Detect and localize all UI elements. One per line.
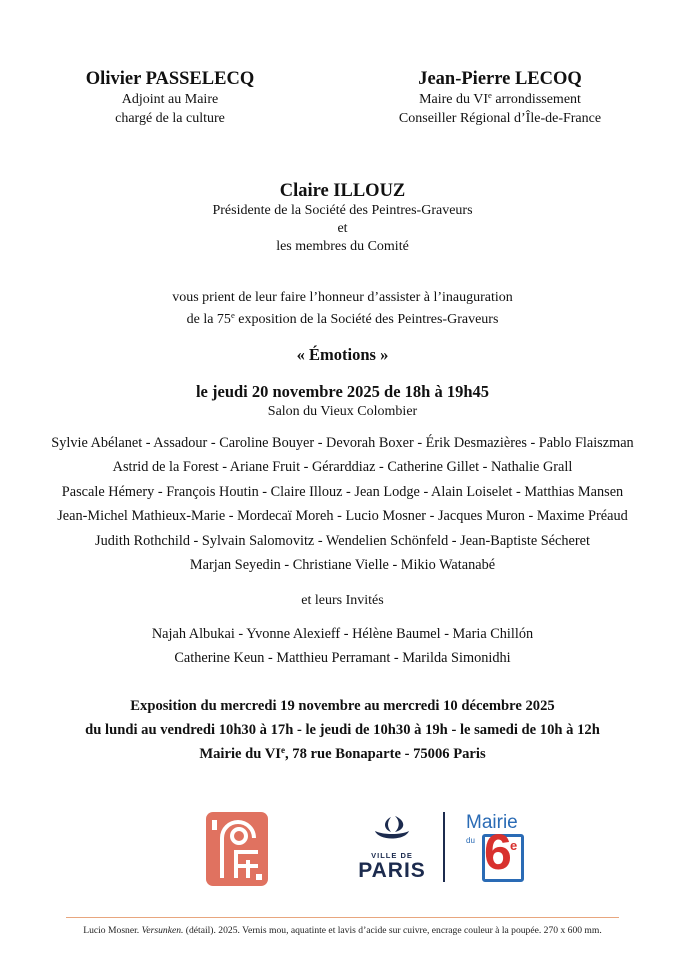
mairie-sup: e: [510, 838, 518, 853]
exhibition-hours: du lundi au vendredi 10h30 à 17h - le jeudi de 10h30 à 19h - le samedi de 10h à 12h: [85, 722, 600, 738]
host-left-role1: Adjoint au Maire: [121, 92, 219, 107]
guests-line: Catherine Keun - Matthieu Perramant - Marilda Simonidhi: [174, 650, 511, 667]
committee-members: les membres du Comité: [276, 239, 409, 254]
image-caption: Lucio Mosner. Versunken. (détail). 2025. Vernis mou, aquatinte et lavis d’acide sur cuivre, encrage couleur à la poupée. 270 x 600 mm.: [83, 925, 602, 936]
guests-line: Najah Albukai - Yvonne Alexieff - Hélène Baumel - Maria Chillón: [151, 626, 534, 642]
president-name: Claire ILLOUZ: [279, 181, 406, 201]
invitation-text: [0, 287, 685, 331]
invitation-line1: vous prient de leur faire l’honneur d’assister à l’inauguration: [172, 290, 513, 305]
mairie-word: Mairie: [466, 812, 518, 833]
exhibition-dates: Exposition du mercredi 19 novembre au mercredi 10 décembre 2025: [130, 698, 555, 714]
spg-logo: [206, 812, 268, 886]
mairie-du: du: [466, 836, 475, 845]
paris-logo: [350, 815, 438, 885]
logo-divider: [443, 812, 445, 882]
mairie-number: 6: [484, 824, 512, 880]
host-right: [375, 68, 625, 128]
president-title: Présidente de la Société des Peintres-Graveurs: [212, 203, 473, 218]
host-right-role2: Conseiller Régional d’Île-de-France: [398, 111, 602, 126]
artists-line: Pascale Hémery - François Houtin - Claire Illouz - Jean Lodge - Alain Loiselet - Matthias Mansen: [61, 483, 624, 500]
host-left-name: Olivier PASSELECQ: [85, 69, 255, 89]
paris-logo-bottom: PARIS: [358, 859, 426, 882]
paris-logo-top: VILLE DE: [371, 851, 413, 860]
guests-list: [0, 622, 685, 671]
exhibition-info: [0, 694, 685, 766]
paris-ship-icon: [371, 815, 413, 847]
artists-line: Marjan Seyedin - Christiane Vielle - Mikio Watanabé: [189, 557, 496, 574]
artists-line: Judith Rothchild - Sylvain Salomovitz - Wendelien Schönfeld - Jean-Baptiste Sécheret: [95, 532, 590, 549]
artists-line: Sylvie Abélanet - Assadour - Caroline Bouyer - Devorah Boxer - Érik Desmazières - Pablo Flaiszman: [51, 435, 634, 451]
caption-rule: [66, 917, 619, 918]
host-left: [55, 68, 285, 128]
president-and: et: [337, 221, 348, 236]
artists-list: [0, 431, 685, 577]
host-right-name: Jean-Pierre LECOQ: [418, 69, 582, 89]
host-left-role2: chargé de la culture: [115, 111, 225, 126]
exhibition-address: Mairie du VIe, 78 rue Bonaparte - 75006 Paris: [199, 745, 486, 762]
vernissage-block: [0, 381, 685, 421]
vernissage-venue: Salon du Vieux Colombier: [267, 404, 418, 419]
artists-line: Jean-Michel Mathieux-Marie - Mordecaï Moreh - Lucio Mosner - Jacques Muron - Maxime Préaud: [57, 508, 628, 525]
exhibition-title: « Émotions »: [296, 345, 389, 364]
host-right-role1: Maire du VIe arrondissement: [419, 90, 581, 107]
mairie-6-logo: [462, 810, 530, 882]
vernissage-date: le jeudi 20 novembre 2025 de 18h à 19h45: [195, 382, 490, 401]
invitation-line2: de la 75e exposition de la Société des Peintres-Graveurs: [186, 310, 499, 327]
artists-line: Astrid de la Forest - Ariane Fruit - Gérarddiaz - Catherine Gillet - Nathalie Grall: [112, 459, 573, 476]
president-block: [0, 180, 685, 256]
guests-intro: et leurs Invités: [301, 593, 384, 608]
